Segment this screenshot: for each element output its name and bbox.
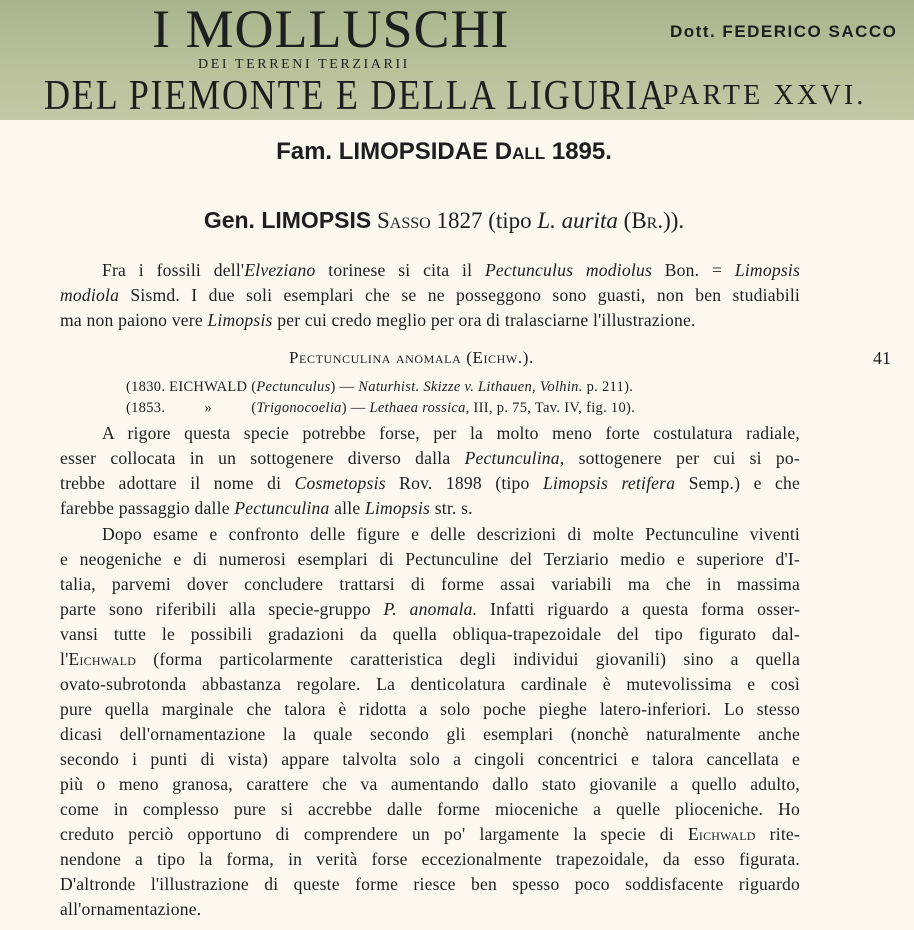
text-line: A rigore questa specie potrebbe forse, per la molto meno forte costulatura radiale, [102,423,800,443]
text-line: parte sono riferibili alla specie-gruppo P. anomala. Infatti riguardo a questa forma osser- [60,599,800,619]
series-title-line2: DEL PIEMONTE E DELLA LIGURIA [44,73,667,119]
page-header [0,0,914,120]
discussion-paragraph-1 [60,421,800,521]
family-year: 1895. [551,138,612,165]
family-author: Dall [494,138,546,165]
synonym-line: (1830. EICHWALD (Pectunculus) — Naturhist. Skizze v. Lithauen, Volhin. p. 211). [126,379,634,395]
text-line: nendone a tipo la forma, in verità forse eccezionalmente trapezoidale, da esso figurata. [60,849,800,869]
text-line: come in complesso pure si accrebbe dalle forme mioceniche a quelle plioceniche. Ho [60,799,800,819]
text-line: più o meno granosa, carattere che va aumentando dallo stato giovanile a quello adulto, [60,774,800,794]
plate-number: 41 [873,348,891,368]
species-heading: Pectunculina anomala (Eichw.). [289,348,534,367]
genus-heading [0,207,888,234]
synonym-line: (1853. » (Trigonocoelia) — Lethaea rossica, III, p. 75, Tav. IV, fig. 10). [126,400,636,416]
genus-type-open: (tipo [488,208,532,233]
discussion-paragraph-2 [60,522,800,922]
series-subtitle: DEI TERRENI TERZIARII [198,57,410,72]
genus-name: Gen. LIMOPSIS [203,207,372,233]
genus-type-author: (Br.)). [623,208,685,233]
intro-paragraph [60,258,800,333]
genus-year: 1827 [436,208,483,233]
intro-line-2: modiola Sismd. I due soli esemplari che se ne posseggono sono guasti, non ben studiabili [60,285,800,305]
genus-type-species: L. aurita [537,208,618,233]
family-heading [0,138,888,166]
genus-author: Sasso [376,208,431,233]
series-title-line1: I MOLLUSCHI [152,0,510,59]
text-line: dicasi dell'ornamentazione la quale secondo gli esemplari (nonchè naturalmente anche [60,724,800,744]
text-line: vansi tutte le possibili gradazioni da quella obliqua-trapezoidale del tipo figurato dal- [60,624,800,644]
text-line: talia, parvemi dover concludere trattarsi di forme assai variabili ma che in massima [60,574,800,594]
text-line: esser collocata in un sottogenere diverso dalla Pectunculina, sottogenere per cui si po- [60,448,800,468]
text-line: e neogeniche e di numerosi esemplari di Pectunculine del Terziario medio e superiore d'I- [60,549,800,569]
text-line: secondo i punti di vista) appare talvolta solo a cingoli concentrici e talora cancellata e [60,749,800,769]
text-line: l'Eichwald (forma particolarmente caratteristica degli individui giovanili) sino a quella [60,649,800,669]
part-number: PARTE XXVI. [663,80,867,111]
family-name: Fam. LIMOPSIDAE [276,138,489,165]
text-line: all'ornamentazione. [60,899,202,919]
text-line: creduto perciò opportuno di comprendere un po' largamente la specie di Eichwald rite- [60,824,800,844]
text-line: pure quella marginale che talora è ridotta a solo poche pieghe latero-inferiori. Lo stesso [60,699,800,719]
text-line: ovato-subrotonda abbastanza regolare. La denticolatura cardinale è mutevolissima e così [60,674,800,694]
text-line: D'altronde l'illustrazione di queste forme riesce ben spesso poco soddisfacente riguardo [60,874,800,894]
text-line: Dopo esame e confronto delle figure e delle descrizioni di molte Pectunculine viventi [102,524,800,544]
intro-line-1: Fra i fossili dell'Elveziano torinese si cita il Pectunculus modiolus Bon. = Limopsis [102,260,801,280]
text-line: farebbe passaggio dalle Pectunculina alle Limopsis str. s. [60,498,473,518]
author-name: Dott. FEDERICO SACCO [670,22,898,41]
intro-line-3: ma non paiono vere Limopsis per cui credo meglio per ora di tralasciarne l'illustrazione. [60,310,696,330]
text-line: trebbe adottare il nome di Cosmetopsis Rov. 1898 (tipo Limopsis retifera Semp.) e che [60,473,800,493]
